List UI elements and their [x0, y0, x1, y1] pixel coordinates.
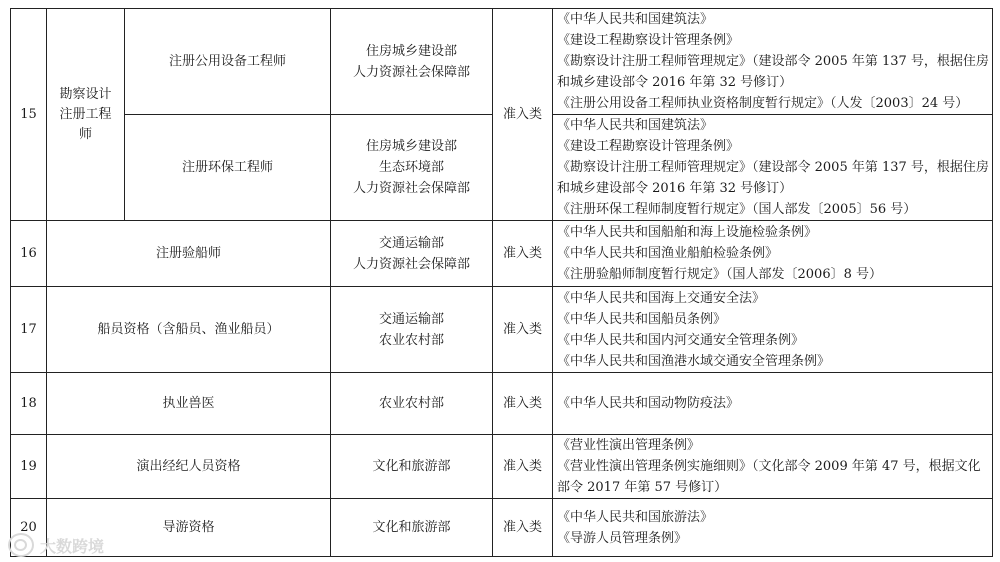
law-item: 《中华人民共和国旅游法》 [557, 509, 714, 525]
table-row [11, 499, 993, 557]
qualification-name: 船员资格（含船员、渔业船员） [47, 287, 331, 373]
department-cell: 农业农村部 [331, 373, 493, 435]
table-row [11, 435, 993, 499]
law-item: 《中华人民共和国渔港水域交通安全管理条例》 [557, 353, 831, 369]
watermark-logo-icon [8, 533, 34, 557]
type-cell: 准入类 [493, 499, 553, 557]
law-item: 《导游人员管理条例》 [557, 530, 688, 546]
law-item: 《建设工程勘察设计管理条例》 [557, 33, 740, 48]
law-item: 《注册环保工程师制度暂行规定》（国人部发〔2005〕56 号） [557, 202, 917, 217]
row-number: 15 [11, 9, 47, 221]
type-cell: 准入类 [493, 373, 553, 435]
law-item: 《中华人民共和国船舶和海上设施检验条例》 [557, 225, 818, 240]
law-item: 《注册验船师制度暂行规定》（国人部发〔2006〕8 号） [557, 267, 882, 282]
law-item: 《中华人民共和国建筑法》 [557, 118, 714, 133]
department-cell: 交通运输部 农业农村部 [331, 287, 493, 373]
table-row [11, 373, 993, 435]
watermark-text: 大数跨境 [40, 536, 105, 556]
type-cell: 准入类 [493, 287, 553, 373]
type-cell: 准入类 [493, 221, 553, 287]
department-cell: 住房城乡建设部 生态环境部 人力资源社会保障部 [331, 115, 493, 221]
table-row [11, 287, 993, 373]
row-number: 18 [11, 373, 47, 435]
row-number: 19 [11, 435, 47, 499]
qualification-name: 注册公用设备工程师 [125, 9, 331, 115]
department-cell: 文化和旅游部 [331, 499, 493, 557]
row-number: 20 [11, 499, 47, 557]
department-cell: 文化和旅游部 [331, 435, 493, 499]
law-item: 《营业性演出管理条例》 [557, 438, 701, 453]
laws-cell [553, 287, 993, 373]
law-item: 《中华人民共和国内河交通安全管理条例》 [557, 332, 805, 348]
law-item: 《中华人民共和国海上交通安全法》 [557, 290, 766, 306]
laws-cell [553, 221, 993, 287]
row-number: 16 [11, 221, 47, 287]
law-item: 《中华人民共和国船员条例》 [557, 311, 727, 327]
qualification-name: 导游资格 [47, 499, 331, 557]
laws-cell [553, 499, 993, 557]
qualification-name: 注册环保工程师 [125, 115, 331, 221]
qualification-name: 演出经纪人员资格 [47, 435, 331, 499]
table-row [11, 221, 993, 287]
law-item: 《中华人民共和国动物防疫法》 [557, 396, 740, 411]
qualification-table [10, 8, 993, 557]
law-item: 《注册公用设备工程师执业资格制度暂行规定》（人发〔2003〕24 号） [557, 96, 969, 111]
category-cell: 勘察设计 注册工程 师 [47, 9, 125, 221]
law-item: 《中华人民共和国建筑法》 [557, 12, 714, 27]
law-item: 《建设工程勘察设计管理条例》 [557, 139, 740, 154]
law-item: 《勘察设计注册工程师管理规定》（建设部令 2005 年第 137 号，根据住房和城乡建设部令 2016 年第 32 号修订） [557, 160, 989, 196]
department-cell: 交通运输部 人力资源社会保障部 [331, 221, 493, 287]
qualification-name: 注册验船师 [47, 221, 331, 287]
qualification-name: 执业兽医 [47, 373, 331, 435]
laws-cell [553, 435, 993, 499]
watermark [8, 533, 104, 557]
laws-cell [553, 115, 993, 221]
department-cell: 住房城乡建设部 人力资源社会保障部 [331, 9, 493, 115]
law-item: 《营业性演出管理条例实施细则》（文化部令 2009 年第 47 号，根据文化部令 2017 年第 57 号修订） [557, 459, 981, 495]
law-item: 《勘察设计注册工程师管理规定》（建设部令 2005 年第 137 号，根据住房和城乡建设部令 2016 年第 32 号修订） [557, 54, 989, 90]
law-item: 《中华人民共和国渔业船舶检验条例》 [557, 246, 779, 261]
type-cell: 准入类 [493, 435, 553, 499]
laws-cell [553, 373, 993, 435]
laws-cell [553, 9, 993, 115]
table-row [11, 9, 993, 115]
row-number: 17 [11, 287, 47, 373]
type-cell: 准入类 [493, 9, 553, 221]
